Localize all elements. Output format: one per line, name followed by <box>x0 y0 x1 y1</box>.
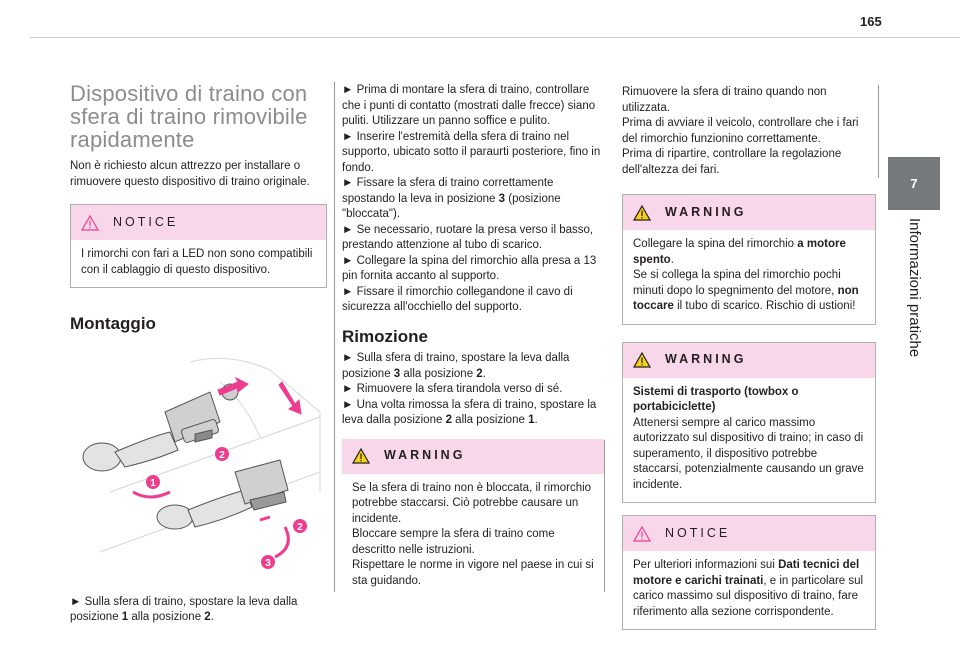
para: ► Inserire l'estremità della sfera di traino nel supporto, ubicato sotto il paraurti posteriore, fino in fondo. <box>342 130 601 174</box>
column-1 <box>70 82 327 626</box>
intro-text: Non è richiesto alcun attrezzo per installare o rimuovere questo dispositivo di traino originale. <box>70 160 310 188</box>
warning-text: Se la sfera di traino non è bloccata, il rimorchio potrebbe staccarsi. Ciò potrebbe causare un incidente. Bloccare sempre la sfera di traino come descritto nelle istruzioni. Rispettare le norme in vigore nel paese in cui si sta guidando. <box>352 481 594 587</box>
warning-label: WARNING <box>665 352 747 367</box>
title-line: rapidamente <box>70 127 195 152</box>
warning-text: Sistemi di trasporto (towbox o portabiciclette) Attenersi sempre al carico massimo autorizzato sul dispositivo di traino; in caso di superamento, il dispositivo potrebbe staccarsi, potenzialmente causando un grave incidente. <box>633 385 864 491</box>
chapter-title: Informazioni pratiche <box>906 218 923 358</box>
callout-3: 3 <box>265 557 271 569</box>
callout-2-lower: 2 <box>297 521 303 533</box>
warning-icon <box>352 448 370 464</box>
notice-label: NOTICE <box>113 214 179 229</box>
section-title-montaggio: Montaggio <box>70 314 156 333</box>
page-number: 165 <box>860 14 882 29</box>
title-line: sfera di traino rimovibile <box>70 104 308 129</box>
chapter-tab: 7 <box>888 157 940 210</box>
notice-header <box>71 205 326 240</box>
warning-label: WARNING <box>665 204 747 219</box>
notice-box <box>622 515 876 630</box>
header-rule <box>30 37 960 38</box>
warning-header <box>623 343 875 378</box>
callout-1: 1 <box>150 477 156 489</box>
warning-box-transport <box>622 342 876 504</box>
towbar-drawing <box>70 342 327 577</box>
column-3-boxes <box>622 186 876 630</box>
para: ► Collegare la spina del rimorchio alla presa a 13 pin fornita accanto al supporto. <box>342 254 597 282</box>
column-divider-2 <box>604 440 605 592</box>
warning-box <box>342 439 604 599</box>
warning-text: Collegare la spina del rimorchio a motore spento. Se si collega la spina del rimorchio pochi minuti dopo lo spegnimento del motore, non toccare il tubo di scarico. Rischio di ustioni! <box>633 238 859 312</box>
montaggio-step: ► Sulla sfera di traino, spostare la leva dalla posizione 1 alla posizione 2. <box>70 595 298 623</box>
para: Rimuovere la sfera di traino quando non utilizzata. <box>622 86 827 114</box>
warning-icon <box>633 205 651 221</box>
para: ► Se necessario, ruotare la presa verso il basso, prestando attenzione al tubo di scarico. <box>342 223 594 251</box>
warning-header <box>623 195 875 230</box>
column-divider-1 <box>334 82 335 592</box>
para: Prima di ripartire, controllare la regolazione dell'altezza dei fari. <box>622 148 842 176</box>
page-title <box>70 82 327 151</box>
warning-icon <box>633 352 651 368</box>
title-line: Dispositivo di traino con <box>70 81 308 106</box>
para: ► Rimuovere la sfera tirandola verso di sé. <box>342 383 563 395</box>
notice-box <box>70 204 327 288</box>
notice-label: NOTICE <box>665 525 731 540</box>
warning-label: WARNING <box>384 448 466 463</box>
warning-box <box>622 194 876 325</box>
notice-icon <box>81 215 99 231</box>
para: ► Sulla sfera di traino, spostare la leva dalla posizione 3 alla posizione 2. <box>342 352 570 380</box>
warning-header <box>342 439 604 474</box>
column-3 <box>622 85 879 178</box>
callout-2-upper: 2 <box>219 449 225 461</box>
notice-icon <box>633 526 651 542</box>
para: ► Fissare il rimorchio collegandone il cavo di sicurezza all'occhiello del supporto. <box>342 285 573 313</box>
notice-text: Per ulteriori informazioni sui Dati tecnici del motore e carichi trainati, e in particolare sul carico massimo sul dispositivo di traino, fare riferimento alla sezione corrispondente. <box>633 559 864 618</box>
chapter-title-vertical <box>888 218 940 378</box>
column-2 <box>342 83 604 598</box>
notice-text: I rimorchi con fari a LED non sono compatibili con il cablaggio di questo dispositivo. <box>81 248 313 276</box>
towbar-illustration <box>70 342 327 577</box>
para: ► Una volta rimossa la sfera di traino, spostare la leva dalla posizione 2 alla posizione 1. <box>342 398 597 426</box>
para: ► Prima di montare la sfera di traino, controllare che i punti di contatto (mostrati dalle frecce) siano puliti. Utilizzare un panno soffice e pulito. <box>342 84 596 127</box>
notice-header <box>623 516 875 551</box>
para: ► Fissare la sfera di traino correttamente spostando la leva in posizione 3 (posizione "bloccata"). <box>342 177 561 220</box>
section-title-rimozione: Rimozione <box>342 326 428 346</box>
para: Prima di avviare il veicolo, controllare che i fari del rimorchio funzionino correttamente. <box>622 117 859 145</box>
